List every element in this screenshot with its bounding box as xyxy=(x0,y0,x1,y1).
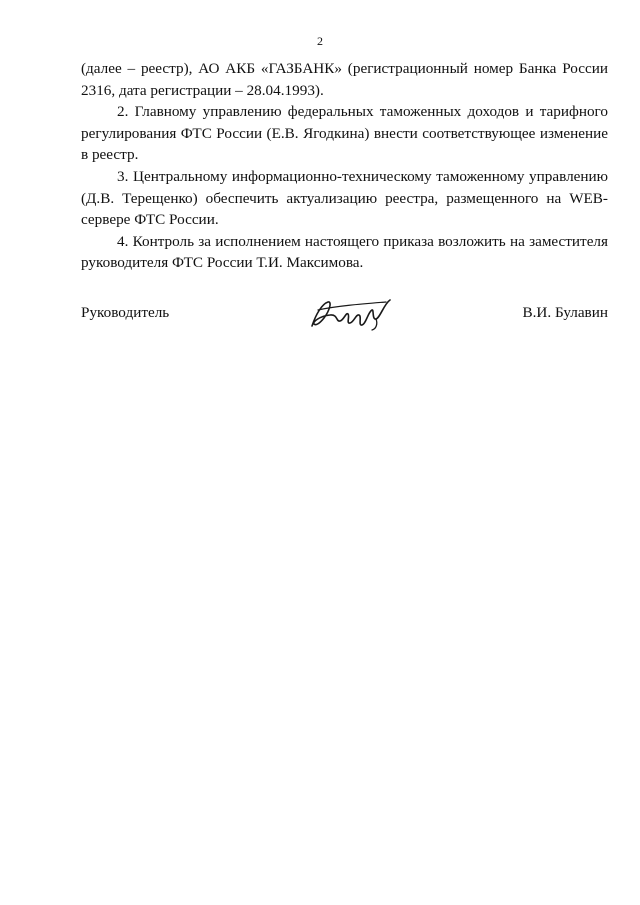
paragraph-2: 2. Главному управлению федеральных таможенных доходов и тарифного регулирования ФТС России (Е.В. Ягодкина) внести соответствующее изменение в реестр. xyxy=(81,103,608,164)
page-number: 2 xyxy=(317,34,323,48)
paragraph-3: 3. Центральному информационно-техническому таможенному управлению (Д.В. Терещенко) обеспечить актуализацию реестра, размещенного на WEB-сервере ФТС России. xyxy=(81,167,608,229)
signatory-title: Руководитель xyxy=(81,304,170,321)
paragraph-4: 4. Контроль за исполнением настоящего приказа возложить на заместителя руководителя ФТС России Т.И. Максимова. xyxy=(81,232,608,272)
paragraph-1-continuation: (далее – реестр), АО АКБ «ГАЗБАНК» (регистрационный номер Банка России 2316, дата регистрации – 28.04.1993). xyxy=(81,60,608,99)
signature-block xyxy=(81,296,608,336)
signatory-name: В.И. Булавин xyxy=(522,304,608,321)
document-body xyxy=(81,58,608,274)
handwritten-signature-icon xyxy=(306,296,396,332)
